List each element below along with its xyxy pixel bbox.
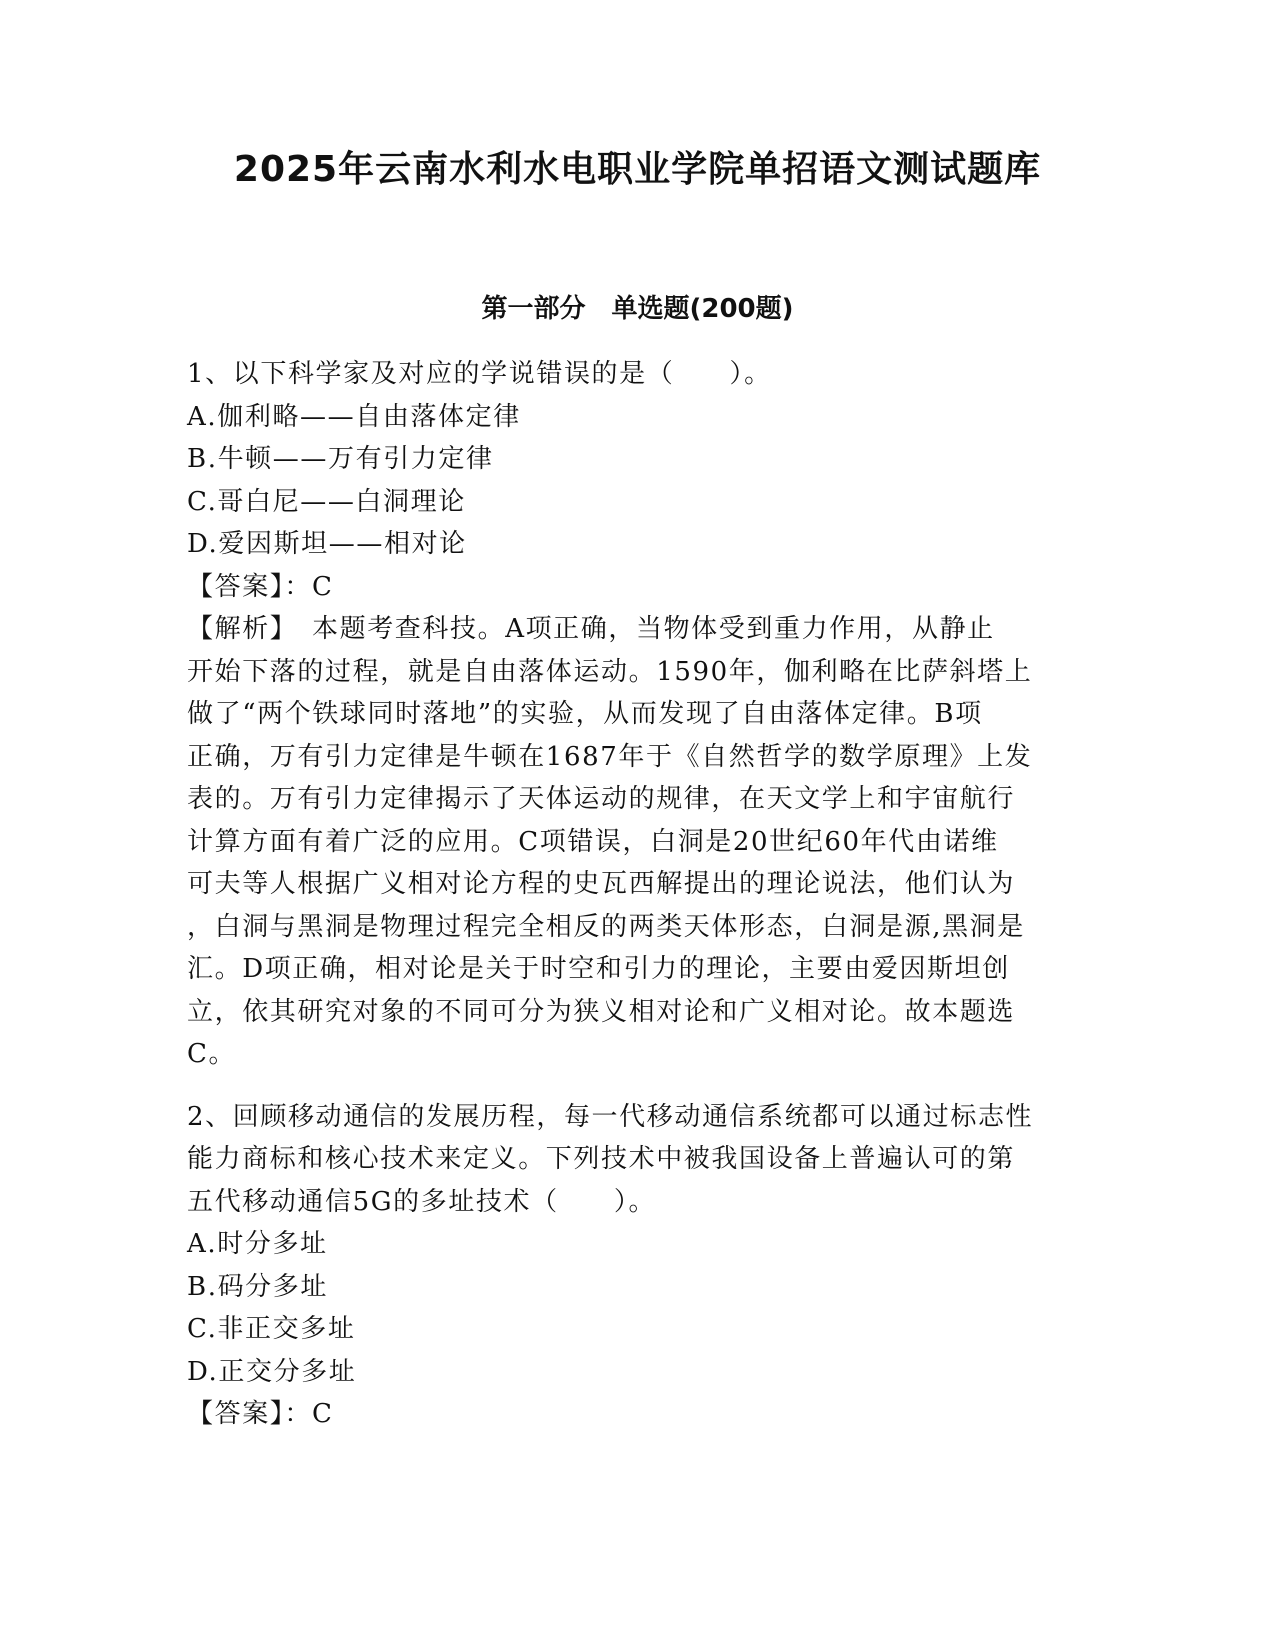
question-text: 能力商标和核心技术来定义。下列技术中被我国设备上普遍认可的第	[187, 1144, 1016, 1174]
answer-line: 【答案】：C	[187, 571, 334, 602]
analysis-line: 【解析】 本题考查科技。A项正确，当物体受到重力作用，从静止	[187, 614, 995, 644]
question-text: 2、回顾移动通信的发展历程，每一代移动通信系统都可以通过标志性	[187, 1101, 1034, 1132]
option-b: B.牛顿——万有引力定律	[187, 444, 494, 474]
option-b: B.码分多址	[187, 1271, 328, 1302]
analysis-line: 计算方面有着广泛的应用。C项错误，白洞是20世纪60年代由诺维	[187, 826, 999, 857]
analysis-line: 汇。D项正确，相对论是关于时空和引力的理论，主要由爱因斯坦创	[187, 954, 1010, 984]
section-title: 第一部分 单选题(200题)	[481, 294, 794, 324]
analysis-line: 开始下落的过程，就是自由落体运动。1590年，伽利略在比萨斜塔上	[187, 656, 1033, 687]
document-title: 2025年云南水利水电职业学院单招语文测试题库	[233, 149, 1042, 190]
option-c: C.非正交多址	[187, 1314, 356, 1344]
analysis-line: 正确，万有引力定律是牛顿在1687年于《自然哲学的数学原理》上发	[187, 741, 1033, 772]
option-c: C.哥白尼——白洞理论	[187, 486, 466, 517]
analysis-line: 做了“两个铁球同时落地”的实验，从而发现了自由落体定律。B项	[187, 699, 983, 729]
analysis-line: 立，依其研究对象的不同可分为狭义相对论和广义相对论。故本题选	[187, 996, 1016, 1027]
analysis-line: ，白洞与黑洞是物理过程完全相反的两类天体形态，白洞是源,黑洞是	[187, 911, 1025, 942]
question-list	[187, 353, 1079, 1436]
analysis-line: 表的。万有引力定律揭示了天体运动的规律，在天文学上和宇宙航行	[187, 784, 1016, 814]
question-text: 1、以下科学家及对应的学说错误的是（ ）。	[187, 359, 772, 389]
analysis-line: C。	[187, 1039, 237, 1069]
question-text: 五代移动通信5G的多址技术（ ）。	[187, 1186, 657, 1217]
analysis-line: 可夫等人根据广义相对论方程的史瓦西解提出的理论说法，他们认为	[187, 869, 1016, 899]
option-d: D.爱因斯坦——相对论	[187, 529, 467, 559]
question-separator	[187, 1076, 1079, 1096]
answer-line: 【答案】：C	[187, 1399, 334, 1429]
question-block	[187, 1096, 1079, 1436]
option-d: D.正交分多址	[187, 1356, 357, 1387]
option-a: A.时分多址	[187, 1229, 328, 1259]
question-block	[187, 353, 1079, 1076]
option-a: A.伽利略——自由落体定律	[187, 401, 521, 432]
